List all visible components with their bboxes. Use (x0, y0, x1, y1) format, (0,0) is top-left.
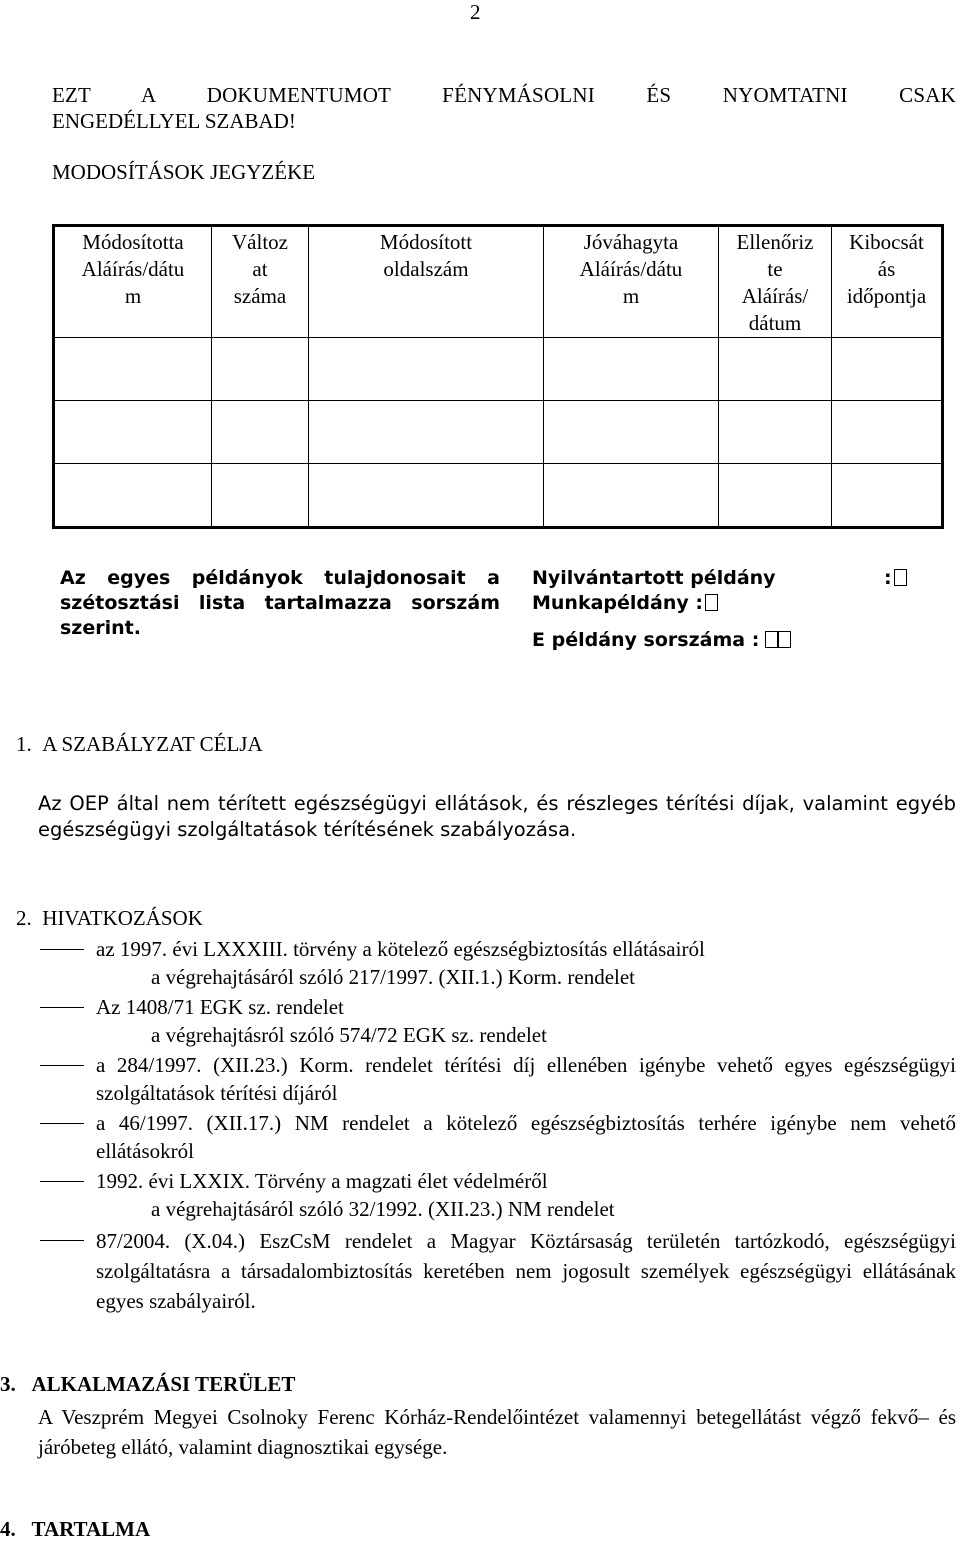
distribution-text: Az egyes példányok tulajdonosait a szétosztási lista tartalmazza sorszám szerint. (60, 567, 500, 639)
copy-notice-line2: ENGEDÉLLYEL SZABAD! (52, 109, 296, 133)
registered-copy-label: Nyilvántartott példány (532, 567, 776, 589)
table-row (54, 338, 943, 401)
section3-heading: 3. ALKALMAZÁSI TERÜLET (0, 1372, 296, 1396)
registered-copy-field: : (884, 566, 907, 591)
copy-notice-line1: EZT A DOKUMENTUMOT FÉNYMÁSOLNI ÉS NYOMTATNI CSAK (52, 83, 956, 107)
serial-box-icon (765, 631, 778, 648)
checkbox-icon (705, 594, 718, 611)
reference-item: 1992. évi LXXIX. Törvény a magzati élet védelméről a végrehajtásáról szóló 32/1992. (XII.23.) NM rendelet (40, 1167, 956, 1223)
section3-body: A Veszprém Megyei Csolnoky Ferenc Kórház-Rendelőintézet valamennyi betegellátást végző fekvő– és járóbeteg ellátó, valamint diagnosztikai egysége. (38, 1405, 956, 1459)
header-change-number: Változ at száma (212, 226, 309, 338)
modifications-title: MODOSÍTÁSOK JEGYZÉKE (52, 160, 316, 184)
header-modified-by: Módosította Aláírás/dátu m (54, 226, 212, 338)
header-issue-date: Kibocsát ás időpontja (832, 226, 943, 338)
header-modified-page: Módosított oldalszám (309, 226, 544, 338)
section1-body: Az OEP által nem térített egészségügyi ellátások, és részleges térítési díjak, valamint egyéb egészségügyi szolgáltatások térítésének szabályozása. (38, 792, 956, 841)
reference-item: Az 1408/71 EGK sz. rendelet a végrehajtásról szóló 574/72 EGK sz. rendelet (40, 993, 956, 1049)
reference-item: a 284/1997. (XII.23.) Korm. rendelet térítési díj ellenében igénybe vehető egyes egészségügyi szolgáltatások térítési díjáról (40, 1051, 956, 1107)
serial-box-icon (778, 631, 791, 648)
section1-heading: 1. A SZABÁLYZAT CÉLJA (16, 732, 263, 756)
section4-heading: 4. TARTALMA (0, 1517, 151, 1541)
working-copy-label: Munkapéldány : (532, 592, 703, 614)
section2-heading: 2. HIVATKOZÁSOK (16, 906, 203, 930)
reference-item: 87/2004. (X.04.) EszCsM rendelet a Magyar Köztársaság területén tartózkodó, egészségügyi szolgáltatásra a társadalombiztosítás keretében nem jogosult személyek egészségügyi ellátásának egyes szabályairól. (40, 1226, 956, 1316)
header-checked-by: Ellenőriz te Aláírás/ dátum (719, 226, 832, 338)
reference-item: a 46/1997. (XII.17.) NM rendelet a kötelező egészségbiztosítás terhére igénybe nem vehető ellátásokról (40, 1109, 956, 1165)
checkbox-icon (894, 569, 907, 586)
reference-item: az 1997. évi LXXXIII. törvény a kötelező egészségbiztosítás ellátásairól a végrehajtásáról szóló 217/1997. (XII.1.) Korm. rendelet (40, 935, 956, 991)
header-approved-by: Jóváhagyta Aláírás/dátu m (544, 226, 719, 338)
table-row (54, 464, 943, 528)
table-header-row (54, 226, 943, 338)
copy-info (532, 566, 932, 653)
serial-number-label: E példány sorszáma : (532, 629, 760, 651)
page-number: 2 (470, 0, 481, 24)
modifications-table (52, 224, 944, 529)
table-row (54, 401, 943, 464)
